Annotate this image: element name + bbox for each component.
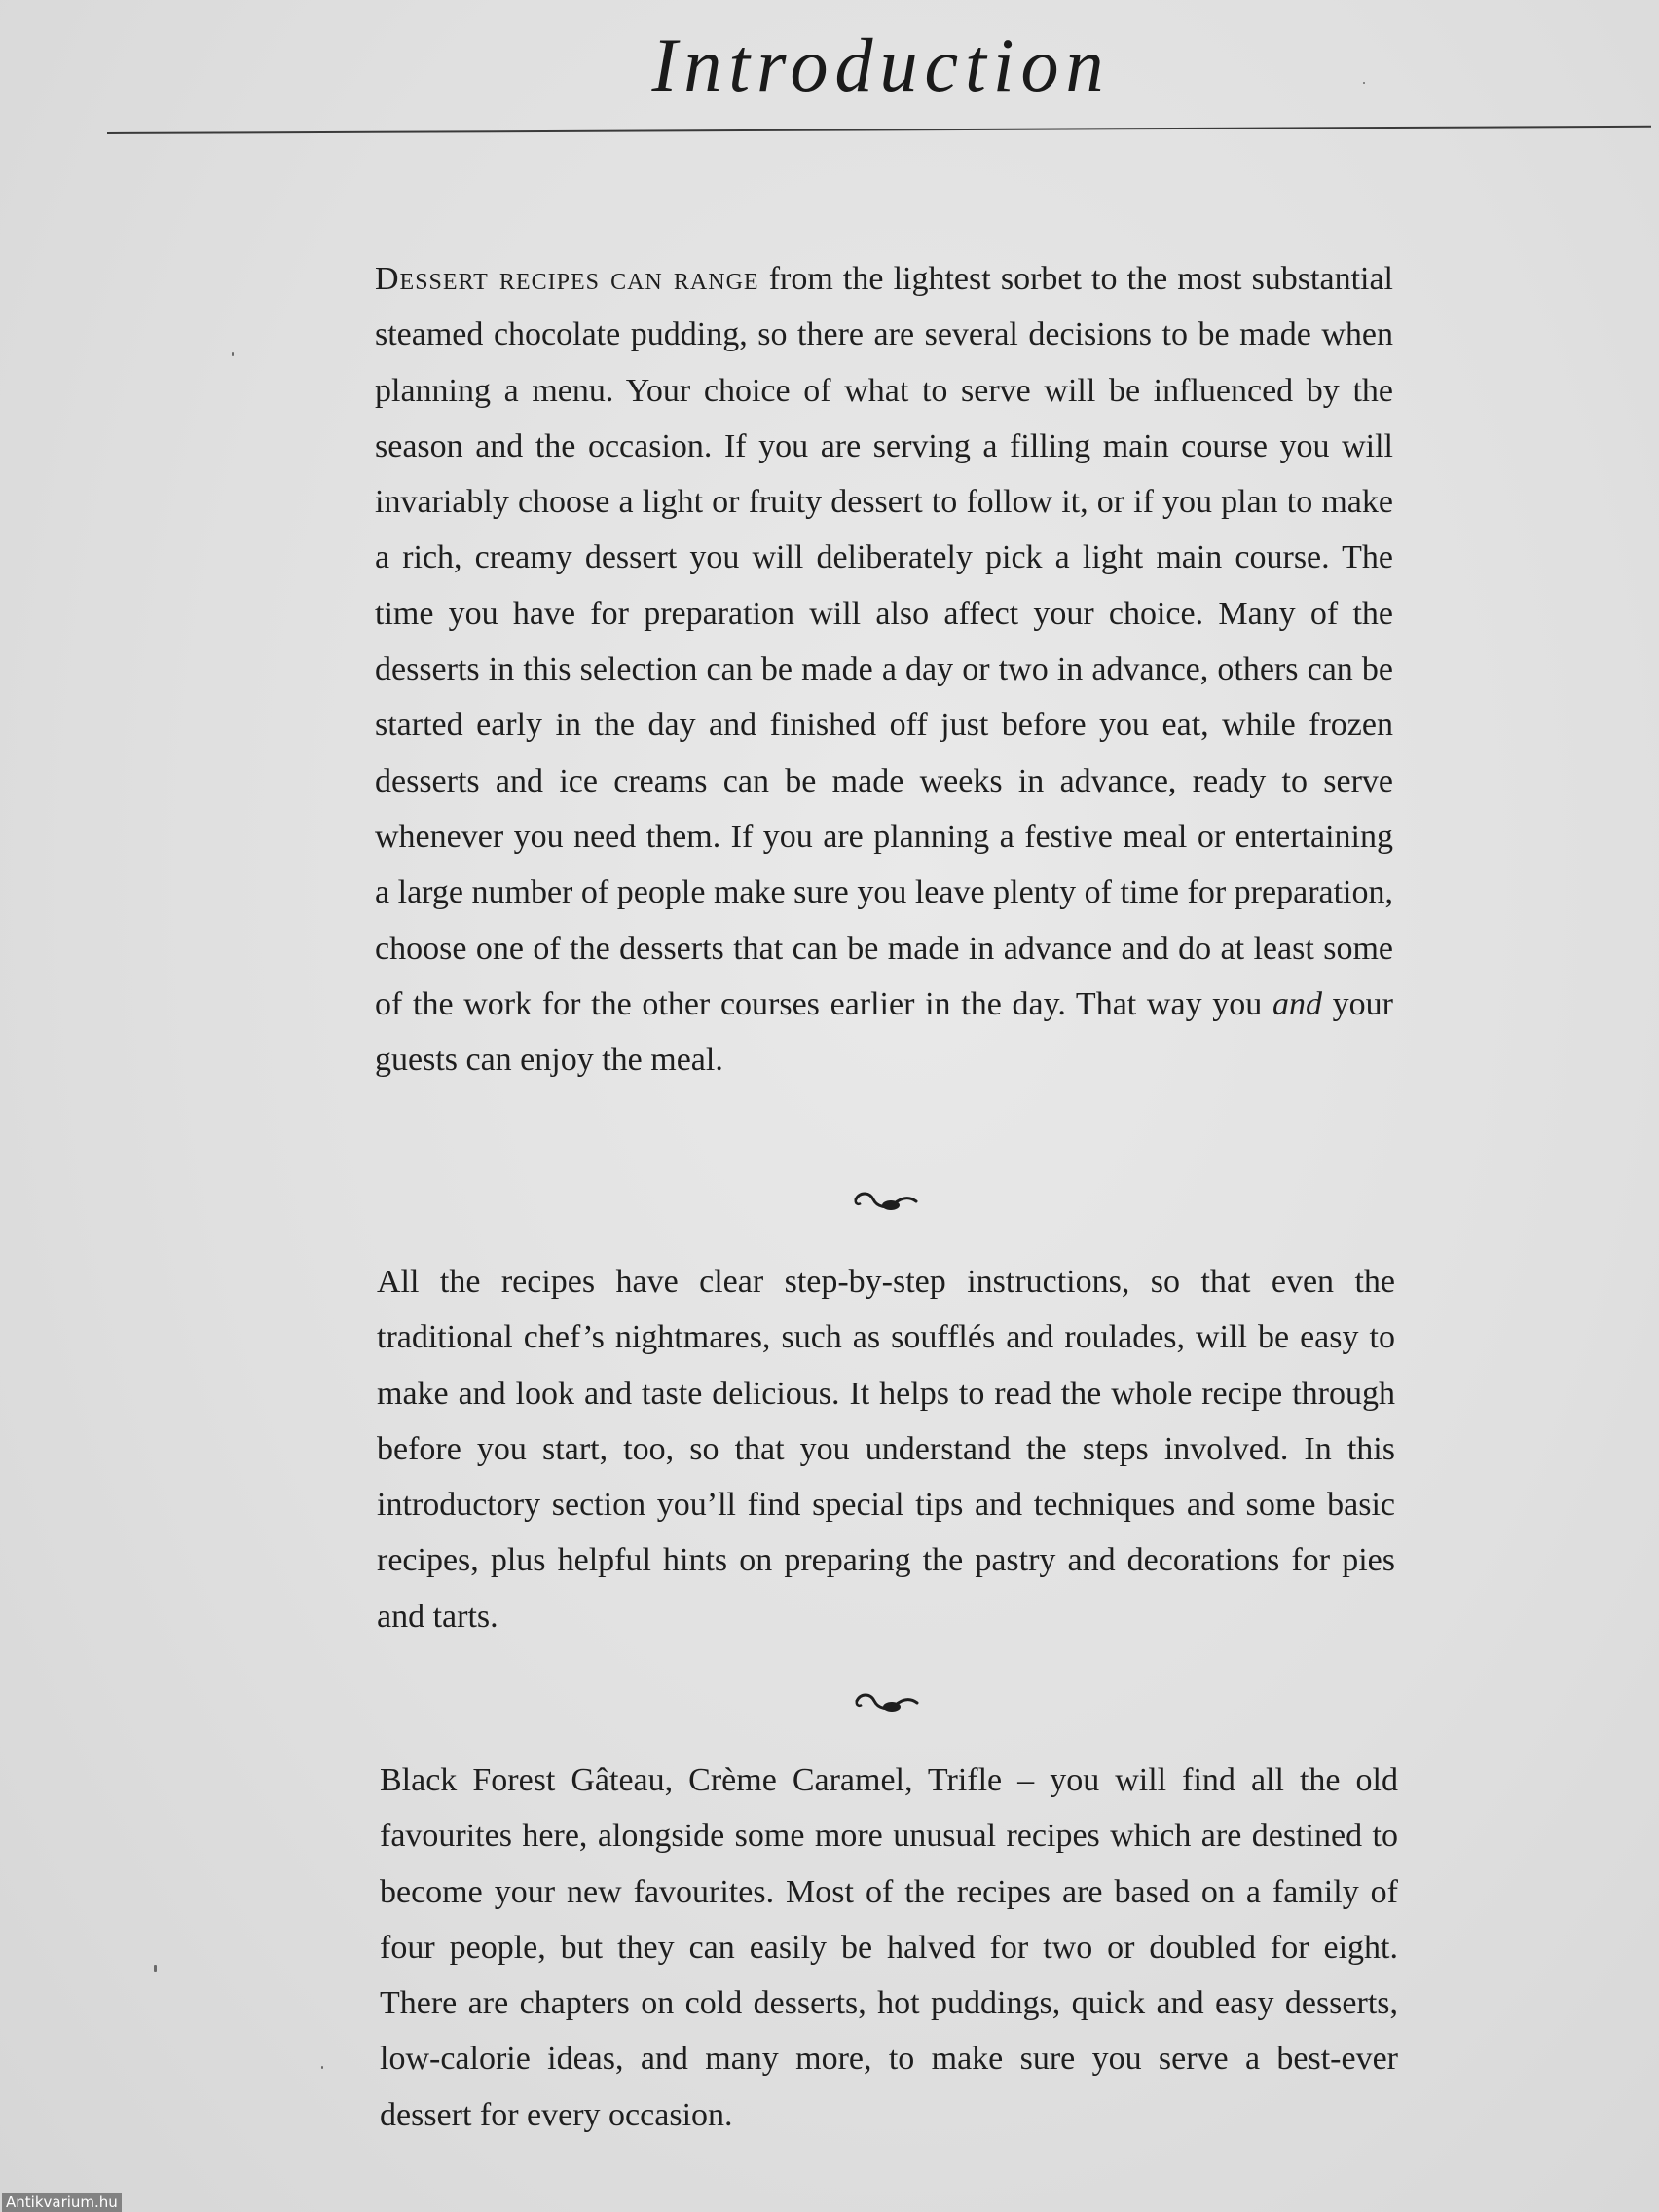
paragraph-text: from the lightest sorbet to the most substantial steamed chocolate pudding, so there are several decisions to be made when planning a menu. Your choice of what to serve will be influenced by the season and the occasion. If you are serving a filling main course you will invariably choose a light or fruity dessert to follow it, or if you plan to make a rich, creamy dessert you will deliberately pick a light main course. The time you have for preparation will also affect your choice. Many of the desserts in this selection can be made a day or two in advance, others can be started early in the day and finished off just before you eat, while frozen desserts and ice creams can be made weeks in advance, ready to serve whenever you need them. If you are planning a festive meal or entertaining a large number of people make sure you leave plenty of time for preparation, choose one of the desserts that can be made in advance and do at least some of the work for the other courses earlier in the day. That way you bbox=[375, 261, 1393, 1022]
paper-speck bbox=[321, 2066, 323, 2069]
title-rule bbox=[107, 126, 1651, 134]
page-title: Introduction bbox=[651, 22, 1111, 107]
watermark: Antikvarium.hu bbox=[2, 2193, 122, 2212]
paper-speck bbox=[1363, 82, 1365, 84]
paragraph-favourites: Black Forest Gâteau, Crème Caramel, Trifle – you will find all the old favourites here, alongside some more unusual recipes which are destined to become your new favourites. Most of the recipes are based on a family of four people, but they can easily be halved for two or doubled for eight. There are chapters on cold desserts, hot puddings, quick and easy desserts, low-calorie ideas, and many more, to make sure you serve a best-ever dessert for every occasion. bbox=[380, 1762, 1398, 2133]
swash-ornament-icon bbox=[852, 1186, 920, 1215]
paragraph-intro bbox=[375, 251, 1393, 1088]
paragraph-lead-in: Dessert recipes can range bbox=[375, 261, 759, 297]
paragraph-tail: your guests can enjoy the meal. bbox=[375, 985, 1393, 1079]
paper-speck bbox=[232, 352, 234, 356]
paper-speck bbox=[154, 1965, 157, 1972]
paragraph-recipes: All the recipes have clear step-by-step instructions, so that even the traditional chef’s nightmares, such as soufflés and roulades, will be easy to make and look and taste delicious. It helps to read the whole recipe through before you start, too, so that you understand the steps involved. In this introductory section you’ll find special tips and techniques and some basic recipes, plus helpful hints on preparing the pastry and decorations for pies and tarts. bbox=[377, 1264, 1395, 1635]
paragraph-emphasis: and bbox=[1272, 985, 1322, 1022]
swash-ornament-icon bbox=[853, 1687, 921, 1716]
